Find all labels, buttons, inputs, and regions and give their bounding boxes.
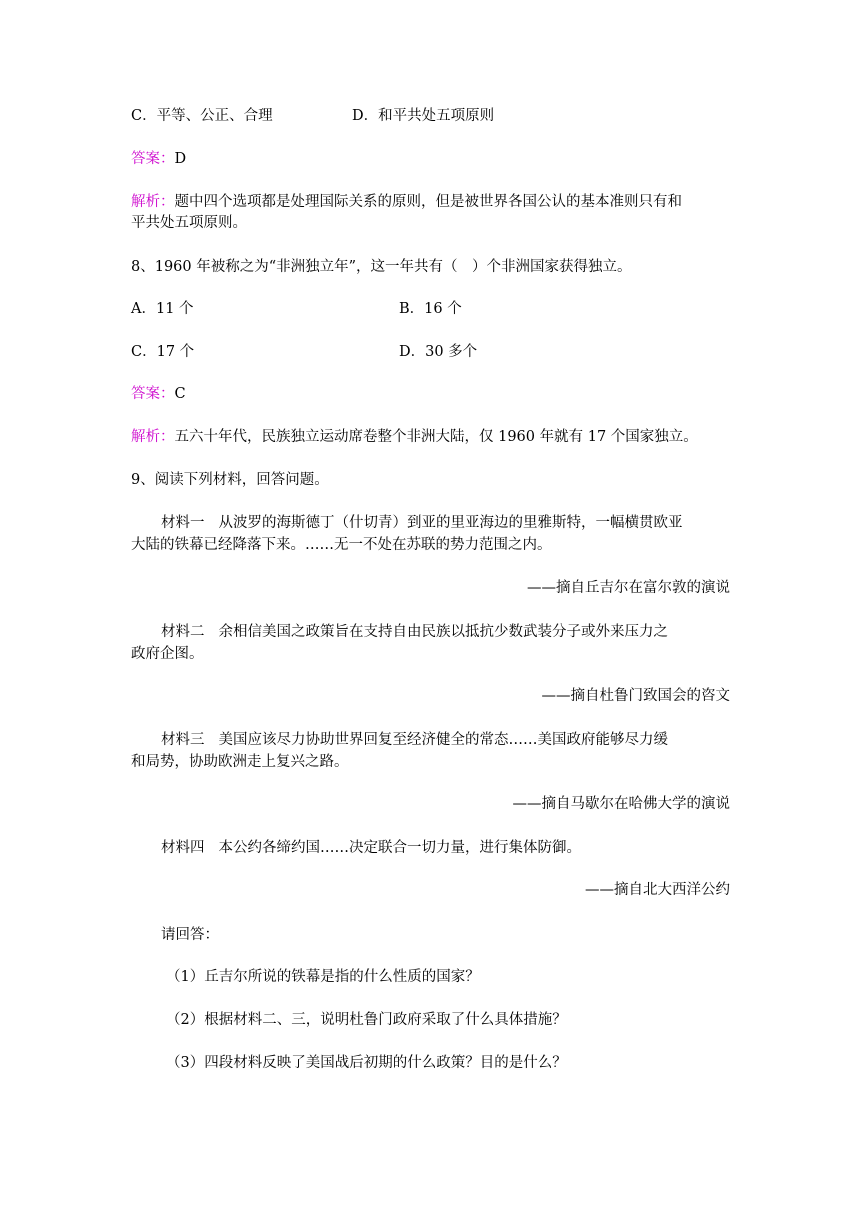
analysis-text: 五六十年代，民族独立运动席卷整个非洲大陆，仅 1960 年就有 17 个国家独立。	[174, 429, 698, 445]
q7-answer	[131, 149, 731, 169]
analysis-text: 题中四个选项都是处理国际关系的原则，但是被世界各国公认的基本准则只有和	[174, 194, 682, 210]
material-2-line1	[161, 622, 731, 642]
material-3-text: 美国应该尽力协助世界回复至经济健全的常态……美国政府能够尽力缓	[218, 732, 668, 748]
q7-option-d: D．和平共处五项原则	[352, 108, 495, 124]
material-1-title: 材料一	[161, 515, 205, 531]
q9-prompt: 请回答：	[161, 927, 219, 943]
material-2-text: 余相信美国之政策旨在支持自由民族以抵抗少数武装分子或外来压力之	[218, 624, 668, 640]
q7-option-c: C．平等、公正、合理	[131, 108, 273, 124]
material-1-text: 从波罗的海斯德丁（什切青）到亚的里亚海边的里雅斯特，一幅横贯欧亚	[218, 515, 683, 531]
q7-analysis-line2: 平共处五项原则。	[131, 215, 247, 231]
analysis-label: 解析：	[131, 194, 175, 210]
q8-option-c: C．17 个	[131, 344, 195, 360]
answer-label: 答案：	[131, 386, 175, 402]
material-2-title: 材料二	[161, 624, 205, 640]
material-2-line2: 政府企图。	[131, 646, 204, 662]
answer-value: C	[174, 386, 186, 402]
q8-answer	[131, 384, 731, 404]
material-3-line2: 和局势，协助欧洲走上复兴之路。	[131, 754, 349, 770]
material-2-source: ——摘自杜鲁门致国会的咨文	[541, 688, 730, 704]
q8-option-b: B．16 个	[399, 301, 462, 317]
q9-stem: 9、阅读下列材料，回答问题。	[131, 472, 329, 488]
material-4-title: 材料四	[161, 840, 205, 856]
material-4-line1	[161, 838, 731, 858]
q9-question-3: （3）四段材料反映了美国战后初期的什么政策？目的是什么？	[166, 1055, 567, 1071]
q9-question-1: （1）丘吉尔所说的铁幕是指的什么性质的国家？	[166, 969, 480, 985]
material-3-title: 材料三	[161, 732, 205, 748]
q8-option-a: A．11 个	[131, 301, 194, 317]
q7-analysis-line1	[131, 192, 731, 212]
analysis-label: 解析：	[131, 429, 175, 445]
material-1-source: ——摘自丘吉尔在富尔敦的演说	[527, 580, 730, 596]
answer-value: D	[174, 151, 187, 167]
material-4-source: ——摘自北大西洋公约	[585, 882, 730, 898]
q8-analysis	[131, 427, 731, 447]
material-3-source: ——摘自马歇尔在哈佛大学的演说	[512, 796, 730, 812]
q8-stem: 8、1960 年被称之为“非洲独立年”，这一年共有（ ）个非洲国家获得独立。	[131, 259, 632, 275]
material-4-text: 本公约各缔约国……决定联合一切力量，进行集体防御。	[218, 840, 581, 856]
material-3-line1	[161, 730, 731, 750]
q8-option-d: D．30 多个	[399, 344, 478, 360]
answer-label: 答案：	[131, 151, 175, 167]
q9-question-2: （2）根据材料二、三，说明杜鲁门政府采取了什么具体措施？	[166, 1012, 567, 1028]
material-1-line1	[161, 513, 731, 533]
material-1-line2: 大陆的铁幕已经降落下来。……无一不处在苏联的势力范围之内。	[131, 537, 552, 553]
